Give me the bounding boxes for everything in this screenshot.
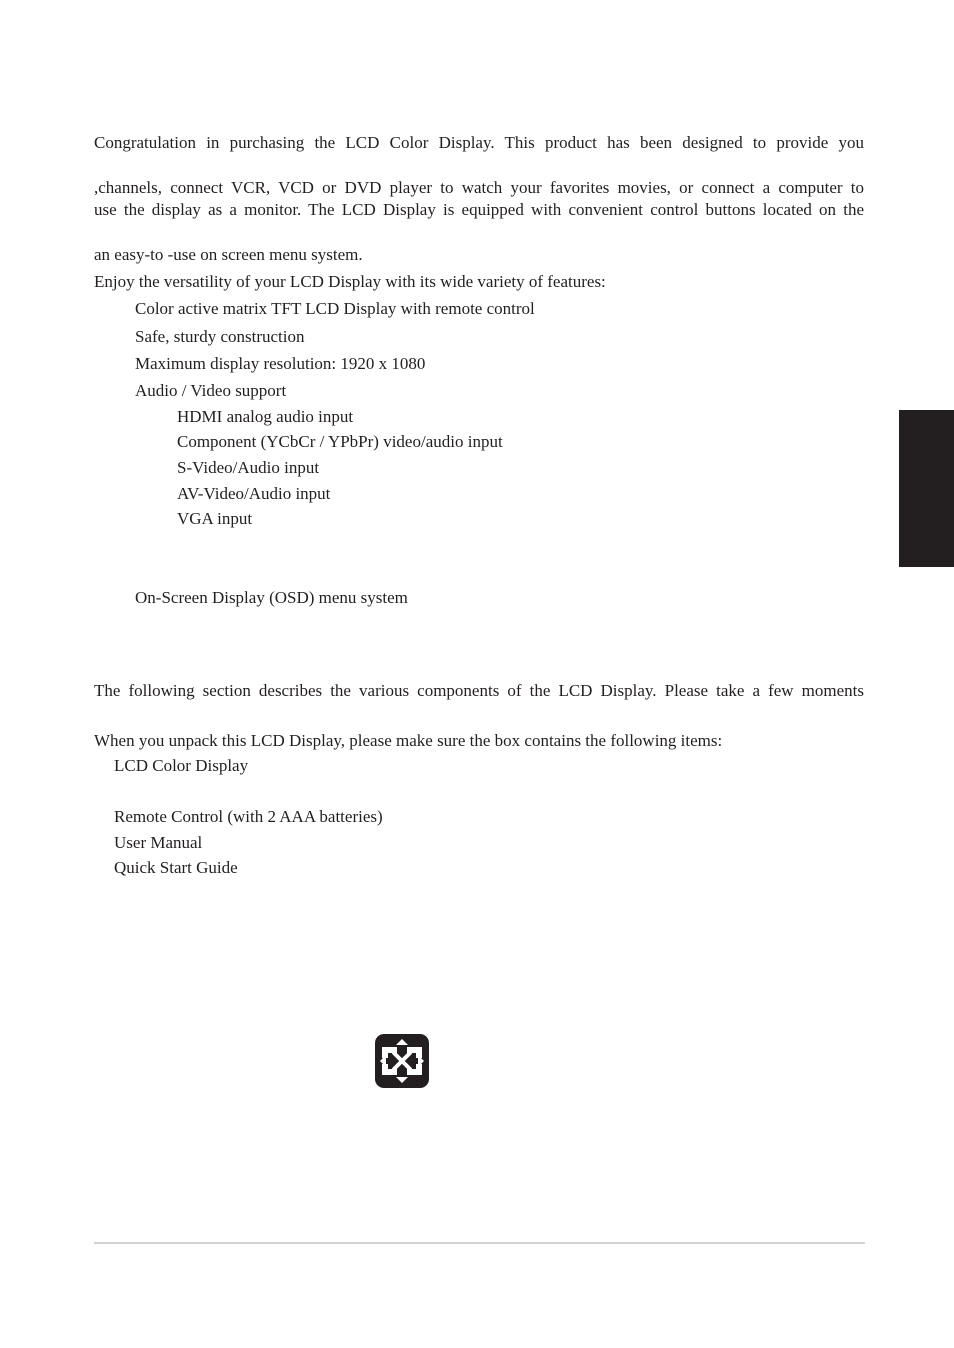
footer-rule — [94, 1242, 865, 1244]
feature-item: Maximum display resolution: 1920 x 1080 — [135, 354, 426, 373]
feature-item: Safe, sturdy construction — [135, 327, 305, 346]
av-input-item: AV-Video/Audio input — [177, 484, 331, 503]
box-item: Quick Start Guide — [114, 858, 238, 877]
box-item: LCD Color Display — [114, 756, 249, 775]
features-lead: Enjoy the versatility of your LCD Display with its wide variety of features: — [94, 272, 606, 291]
intro-line-4: an easy-to -use on screen menu system. — [94, 245, 363, 264]
av-input-item: VGA input — [177, 509, 253, 528]
box-item: User Manual — [114, 833, 203, 852]
battery-recycle-icon — [375, 1034, 429, 1088]
intro-line-2: ,channels, connect VCR, VCD or DVD player to watch your favorites movies, or connect a computer to — [94, 178, 864, 197]
section-side-tab — [899, 410, 954, 567]
intro-line-3: use the display as a monitor. The LCD Display is equipped with convenient control buttons located on the — [94, 200, 864, 219]
unpack-text: When you unpack this LCD Display, please make sure the box contains the following items: — [94, 731, 723, 750]
feature-item: Audio / Video support — [135, 381, 287, 400]
av-input-item: Component (YCbCr / YPbPr) video/audio input — [177, 432, 503, 451]
box-item: Remote Control (with 2 AAA batteries) — [114, 807, 383, 826]
feature-item: Color active matrix TFT LCD Display with remote control — [135, 299, 535, 318]
components-intro: The following section describes the various components of the LCD Display. Please take a few moments — [94, 681, 864, 700]
av-input-item: HDMI analog audio input — [177, 407, 354, 426]
intro-line-1: Congratulation in purchasing the LCD Color Display. This product has been designed to provide you — [94, 133, 864, 152]
av-input-item: S-Video/Audio input — [177, 458, 320, 477]
feature-item-osd: On-Screen Display (OSD) menu system — [135, 588, 408, 607]
